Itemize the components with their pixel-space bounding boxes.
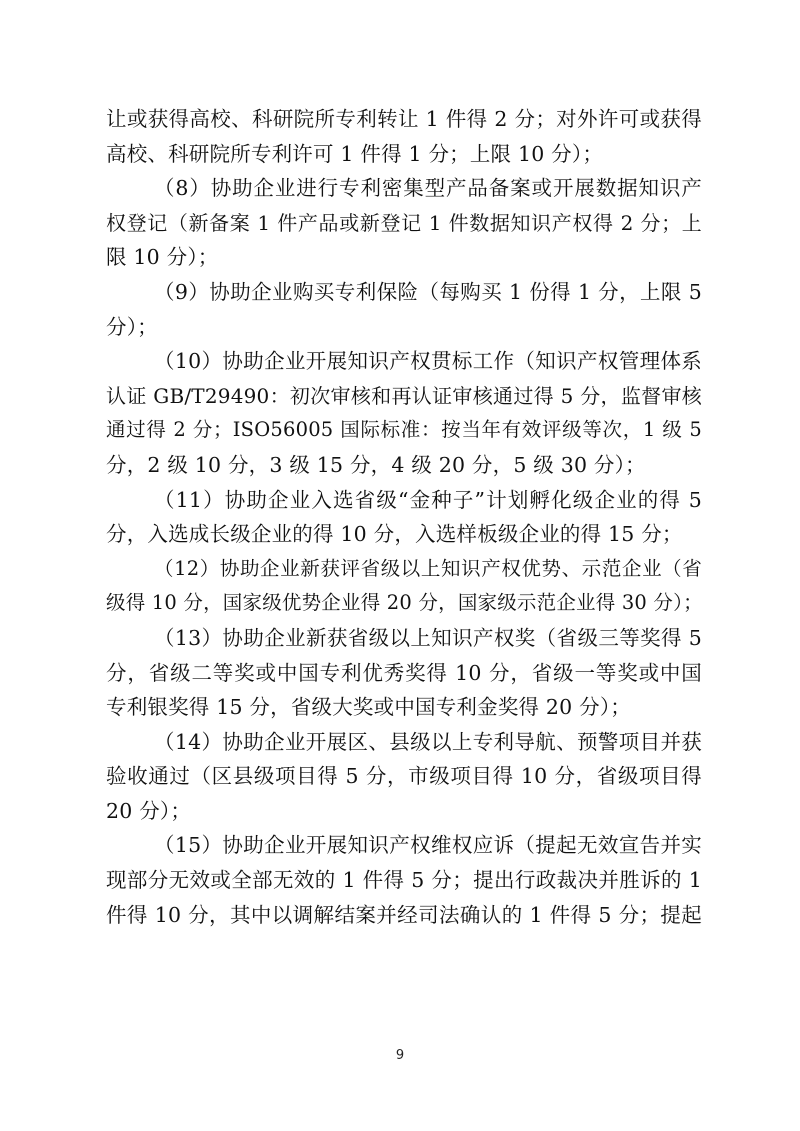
text-line: （12）协助企业新获评省级以上知识产权优势、示范企业（省 <box>154 556 702 580</box>
document-body <box>106 102 702 932</box>
text-line: 通过得 2 分；ISO56005 国际标准：按当年有效评级等次，1 级 5 <box>106 418 702 442</box>
text-line: 分）； <box>106 314 158 339</box>
text-line: 现部分无效或全部无效的 1 件得 5 分；提出行政裁决并胜诉的 1 <box>106 868 702 893</box>
text-line: （8）协助企业进行专利密集型产品备案或开展数据知识产 <box>154 176 702 201</box>
text-line: 验收通过（区县级项目得 5 分，市级项目得 10 分，省级项目得 <box>106 764 702 789</box>
text-line: （10）协助企业开展知识产权贯标工作（知识产权管理体系 <box>154 349 702 374</box>
text-line: 级得 10 分，国家级优势企业得 20 分，国家级示范企业得 30 分）； <box>106 591 703 615</box>
text-line: 限 10 分）； <box>106 245 219 270</box>
text-line: （14）协助企业开展区、县级以上专利导航、预警项目并获 <box>154 729 702 754</box>
text-line: 分，入选成长级企业的得 10 分，入选样板级企业的得 15 分； <box>106 522 683 547</box>
text-line: 权登记（新备案 1 件产品或新登记 1 件数据知识产权得 2 分；上 <box>106 210 702 235</box>
text-line: 20 分）； <box>106 798 192 823</box>
text-line: 件得 10 分，其中以调解结案并经司法确认的 1 件得 5 分；提起 <box>106 902 702 927</box>
text-line: （11）协助企业入选省级“金种子”计划孵化级企业的得 5 <box>154 487 702 512</box>
text-line: （13）协助企业新获省级以上知识产权奖（省级三等奖得 5 <box>154 625 702 650</box>
text-line: 让或获得高校、科研院所专利转让 1 件得 2 分；对外许可或获得 <box>106 107 702 131</box>
text-line: 分，2 级 10 分，3 级 15 分，4 级 20 分，5 级 30 分）； <box>106 452 646 477</box>
text-line: 分，省级二等奖或中国专利优秀奖得 10 分，省级一等奖或中国 <box>106 660 702 685</box>
text-line: （9）协助企业购买专利保险（每购买 1 份得 1 分，上限 5 <box>154 279 702 304</box>
text-line: 高校、科研院所专利许可 1 件得 1 分；上限 10 分）； <box>106 141 604 166</box>
text-line: 认证 GB/T29490：初次审核和再认证审核通过得 5 分，监督审核 <box>106 383 702 408</box>
page-number: 9 <box>395 1048 405 1063</box>
text-line: （15）协助企业开展知识产权维权应诉（提起无效宣告并实 <box>154 833 702 858</box>
text-line: 专利银奖得 15 分，省级大奖或中国专利金奖得 20 分）； <box>106 695 631 720</box>
